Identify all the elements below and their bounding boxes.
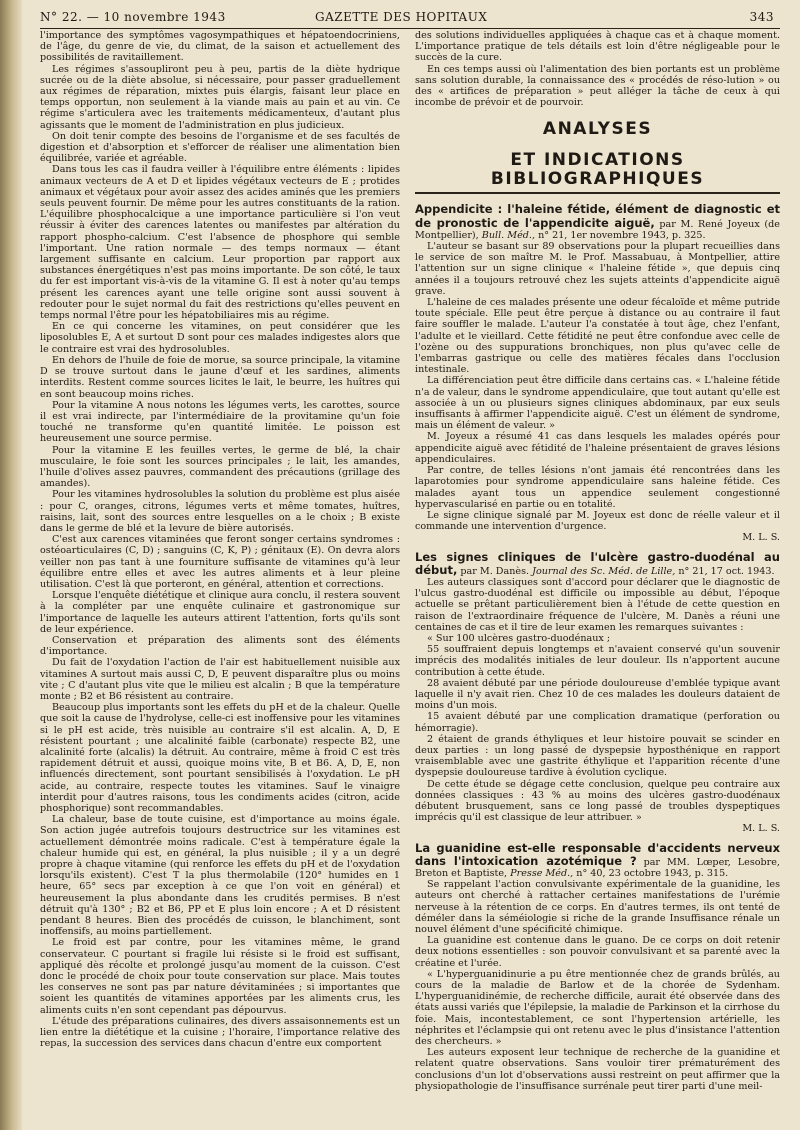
abstract-heading xyxy=(415,842,780,880)
abstract-citation: n° 21, 17 oct. 1943. xyxy=(678,565,775,577)
journal-page xyxy=(40,0,788,1130)
abstract-authors: par M. René Joyeux (de Montpellier), xyxy=(415,218,780,241)
abstract-authors: par MM. Lœper, Lesobre, Breton et Baptiste, xyxy=(415,856,780,879)
section-title-analyses: ANALYSES xyxy=(542,119,653,140)
abstract-authors: par M. Danès. xyxy=(460,565,530,577)
abstract-paragraph: Par contre, de telles lésions n'ont jamais été rencontrées dans les laparotomies pour syndrome appendiculaire sans haleine fétide. Ces malades ayant tous un appendice seulement congestionné hypervascularisé en partie ou en totalité. xyxy=(415,465,780,510)
abstract-paragraph: « Sur 100 ulcères gastro-duodénaux ; xyxy=(427,632,611,644)
body-paragraph: La chaleur, base de toute cuisine, est d'importance au moins égale. Son action jugée autrefois toujours destructrice sur les vitamines est actuellement démontrée moins radicale. C'est à température égale la chaleur humide qui est, en général, la plus nuisible ; il y a un degré propre à chaque vitamine (qui renforce les effets du pH et de l'oxydation lorsqu'ils existent). C'est T la plus thermolabile (120° humides en 1 heure, 65° secs par exception à ce que l'on voit en général) et heureusement la plus abondante dans les crudités permises. B n'est détruit qu'à 130° ; B2 et B6, PP et E plus loin encore ; A et D résistent pendant 8 heures. Bien des procédés de cuisson, le blanchiment, sont inoffensifs, au moins partiellement. xyxy=(40,814,400,938)
abstract-paragraph: La guanidine est contenue dans le guano. De ce corps on doit retenir deux notions essentielles : son pouvoir convulsivant et sa parenté avec la créatine et l'urée. xyxy=(415,935,780,969)
reviewer-signature: M. L. S. xyxy=(742,532,780,544)
body-paragraph: Pour la vitamine E les feuilles vertes, le germe de blé, la chair musculaire, le foie sont les sources principales ; le lait, les amandes, l'huile d'olives assez pauvres, commandent des précautions (grillage des amandes). xyxy=(40,444,400,490)
abstract-paragraph: 2 étaient de grands éthyliques et leur histoire pouvait se scinder en deux parties : un long passé de dyspepsie hyposthénique en rapport vraisemblable avec une gastrite éthylique et l'apparition récente d'une dyspepsie douloureuse tardive à évolution cyclique. xyxy=(415,733,780,779)
journal-title: GAZETTE DES HOPITAUX xyxy=(315,10,488,24)
abstract-paragraph: La différenciation peut être difficile dans certains cas. « L'haleine fétide n'a de valeur, dans le syndrome appendiculaire, que tout autant qu'elle est associée à un ou plusieurs signes cliniques abdominaux, par eux seuls insuffisants à affirmer l'appendicite aiguë. C'est un élément de syndrome, mais un élément de valeur. » xyxy=(415,375,780,432)
body-paragraph: L'étude des préparations culinaires, des divers assaisonnements est un lien entre la diététique et la cuisine ; l'horaire, l'importance relative des repas, la succession des services dans chacun d'entre eux comportent xyxy=(40,1015,400,1050)
body-paragraph: Les régimes s'assoupliront peu à peu, partis de la diète hydrique sucrée ou de la diète absolue, si nécessaire, pour passer graduellement aux régimes de réparation, mixtes puis élargis, faisant leur place en temps opportun, non seulement à la viande mais au pain et au vin. Ce régime s'articulera avec les traitements médicamenteux, d'autant plus agissants que le moment de l'administration en plus judicieux. xyxy=(40,63,400,131)
body-paragraph: En ces temps aussi où l'alimentation des bien portants est un problème sans solution durable, la connaissance des « procédés de réso-lution » ou des « artifices de préparation » peut alléger la tâche de ceux à qui incombe de prévoir et de pourvoir. xyxy=(415,63,780,109)
section-title-bibliography: ET INDICATIONS BIBLIOGRAPHIQUES xyxy=(490,150,705,190)
page-number: 343 xyxy=(749,10,774,24)
body-paragraph: Lorsque l'enquête diététique et clinique aura conclu, il restera souvent à la compléter par une enquête culinaire et gastronomique sur l'importance de laquelle les auteurs attirent l'attention, forts qu'ils sont de leur expérience. xyxy=(40,590,400,635)
abstract-paragraph: Les auteurs classiques sont d'accord pour déclarer que le diagnostic de l'ulcus gastro-duodénal est difficile ou impossible au début, l'époque actuelle se prêtant particulièrement bien à l'étude de cette question en raison de l'extraordinaire fréquence de l'ulcère, M. Danès a réuni une centaines de cas et il tire de leur examen les remarques suivantes : xyxy=(415,576,780,633)
abstract-paragraph: Les auteurs exposent leur technique de recherche de la guanidine et relatent quatre observations. Sans vouloir tirer prématurément des conclusions d'un lot d'observations aussi restreint on peut affirmer que la physiopathologie de l'insuffisance surrénale peut tirer parti d'une meil- xyxy=(415,1047,780,1092)
abstract-journal: Bull. Méd., xyxy=(481,229,535,241)
section-rule xyxy=(415,192,780,194)
body-paragraph: Dans tous les cas il faudra veiller à l'équilibre entre éléments : lipides animaux vecteurs de A et D et lipides végétaux vecteurs de E ; protides animaux et végétaux pour avoir assez des acides aminés que les premiers seuls peuvent fournir. De même pour les autres constituants de la ration. L'équilibre phosphocalcique a une importance particulière si l'on veut réussir à éviter des carences latentes ou manifestes par altération du rapport phospho-calcium. C'est l'absence de phosphore qui semble l'important. Une ration normale — des temps normaux — étant largement suffisante en calcium. Leur proportion par rapport aux substances énergétiques n'est pas moins importante. De son côté, le taux du fer est important vis-à-vis de la vitamine G. Il est à noter qu'au temps présent les carences ayant une telle origine sont aussi souvent à redouter pour le sujet normal du fait des restrictions qu'elles peuvent en temps normal l'être pour les hépatobiliaires mis au régime. xyxy=(40,164,400,322)
abstract-paragraph: L'haleine de ces malades présente une odeur fécaloïde et même putride toute spéciale. Elle peut être perçue à distance ou au contraire il faut faire souffler le malade. L'auteur l'a constatée à tout âge, chez l'enfant, l'adulte et le vieillard. Cette fétidité ne peut être confondue avec celle de l'ozène ou des suppurations bronchiques, non plus qu'avec celle de l'embarras gastrique ou celle des matières fécales dans l'occlusion intestinale. xyxy=(415,297,780,376)
body-paragraph: Le froid est par contre, pour les vitamines même, le grand conservateur. C pourtant si fragile lui résiste si le froid est suffisant, appliqué dès récolte et prolongé jusqu'au moment de la cuisson. C'est donc le procédé de choix pour toute conservation sur place. Mais toutes les conserves ne sont pas par nature dévitaminées ; si importantes que soient les quantités de vitamines apportées par les aliments crus, les aliments cuits n'en sont cependant pas dépourvus. xyxy=(40,937,400,1016)
body-paragraph: On doit tenir compte des besoins de l'organisme et de ses facultés de digestion et d'absorption et s'efforcer de réaliser une alimentation bien équilibrée, variée et agréable. xyxy=(40,130,400,165)
abstract-paragraph: L'auteur se basant sur 89 observations pour la plupart recueillies dans le service de son maître M. le Prof. Massabuau, à Montpellier, attire l'attention sur un signe clinique « l'haleine fétide », que depuis cinq années il a toujours retrouvé chez les sujets atteints d'appendicite aiguë grave. xyxy=(415,241,780,297)
abstract-citation: n° 40, 23 octobre 1943, p. 315. xyxy=(576,868,729,879)
abstract-paragraph: De cette étude se dégage cette conclusion, quelque peu contraire aux données classiques : 43 % au moins des ulcères gastro-duodénaux débutent brusquement, sans ce long passé de troubles dyspeptiques imprécis qu'il est classique de leur attribuer. » xyxy=(415,778,780,824)
body-paragraph: Pour les vitamines hydrosolubles la solution du problème est plus aisée : pour C, oranges, citrons, légumes verts et même tomates, huîtres, raisins, lait, sont des sources entre lesquelles on a le choix ; B existe dans le germe de blé et la levure de bière autorisés. xyxy=(40,489,400,534)
reviewer-signature: M. L. S. xyxy=(742,823,780,835)
article-list xyxy=(415,203,780,1092)
body-paragraph: En ce qui concerne les vitamines, on peut considérer que les liposolubles E, A et surtout D sont pour ces malades indigestes alors que le contraire est vrai des hydrosolubles. xyxy=(40,321,400,355)
abstract-journal: Presse Méd., xyxy=(510,868,574,879)
right-intro xyxy=(415,30,780,108)
body-paragraph: l'importance des symptômes vagosympathiques et hépatoendocriniens, de l'âge, du genre de vie, du climat, de la saison et actuellement des possibilités de ravitaillement. xyxy=(40,30,400,64)
abstract-heading xyxy=(415,551,780,577)
left-column xyxy=(40,30,400,1125)
body-paragraph: Du fait de l'oxydation l'action de l'air est habituellement nuisible aux vitamines A surtout mais aussi C, D, E peuvent disparaître plus ou moins vite ; C d'autant plus vite que le milieu est alcalin ; B que la température monte ; B2 et B6 résistent au contraire. xyxy=(40,657,400,702)
abstract-title: La guanidine est-elle responsable d'accidents nerveux dans l'intoxication azotémique ? xyxy=(415,840,780,868)
abstract-paragraph: Le signe clinique signalé par M. Joyeux est donc de réelle valeur et il commande une intervention d'urgence. xyxy=(415,509,780,533)
body-paragraph: Pour la vitamine A nous notons les légumes verts, les carottes, source il est vrai indirecte, par l'intermédiaire de la provitamine qu'un foie touché ne transforme qu'en quantité limitée. Le poisson est heureusement une source permise. xyxy=(40,399,400,445)
body-paragraph: des solutions individuelles appliquées à chaque cas et à chaque moment. L'importance pratique de tels détails est loin d'être négligeable pour le succès de la cure. xyxy=(415,30,780,64)
body-paragraph: C'est aux carences vitaminées que feront songer certains syndromes : ostéoarticulaires (C, D) ; sanguins (C, K, P) ; génitaux (E). On devra alors veiller non pas tant à une fourniture suffisante de vitamines qu'à leur équilibre entre elles et avec les autres aliments et à leur pleine utilisation. C'est là que porteront, en général, attention et corrections. xyxy=(40,534,400,590)
abstract-citation: n° 21, 1er novembre 1943, p. 325. xyxy=(538,229,706,241)
abstract-title: Les signes cliniques de l'ulcère gastro-duodénal au début, xyxy=(415,549,780,577)
abstract-paragraph: 28 avaient débuté par une période douloureuse d'emblée typique avant laquelle il n'y avait rien. Chez 10 de ces malades les douleurs dataient de moins d'un mois. xyxy=(415,677,780,712)
abstract-entry xyxy=(415,551,780,835)
page-spine-shadow xyxy=(0,0,22,1130)
body-paragraph: Conservation et préparation des aliments sont des éléments d'importance. xyxy=(40,634,400,658)
issue-number-date: N° 22. — 10 novembre 1943 xyxy=(40,10,226,24)
running-header xyxy=(40,6,780,29)
right-column xyxy=(415,30,780,1125)
abstract-entry xyxy=(415,203,780,543)
body-paragraph: En dehors de l'huile de foie de morue, sa source principale, la vitamine D se trouve surtout dans le jaune d'œuf et les sardines, aliments interdits. Restent comme sources licites le lait, le beurre, les huîtres qui en sont beaucoup moins riches. xyxy=(40,354,400,400)
abstract-paragraph: 55 souffraient depuis longtemps et n'avaient conservé qu'un souvenir imprécis des modalités initiales de leur douleur. Ils n'apportent aucune contribution à cette étude. xyxy=(415,644,780,678)
body-paragraph: Beaucoup plus importants sont les effets du pH et de la chaleur. Quelle que soit la cause de l'hydrolyse, celle-ci est inoffensive pour les vitamines si le pH est acide, très nuisible au contraire s'il est alcalin. A, D, E résistent pourtant ; une alcalinité faible (carbonate) respecte B2, une alcalinité forte (alcalis) la détruit. Au contraire, même à froid C est très rapidement détruit et aussi, quoique moins vite, B et B6. A, D, E, non influencés directement, sont pourtant sensibilisés à l'oxydation. Le pH acide, au contraire, respecte toutes les vitamines. Sauf le vinaigre interdit pour d'autres raisons, tous les condiments acides (citron, acide phosphorique) sont recommandables. xyxy=(40,702,400,815)
abstract-title: Appendicite : l'haleine fétide, élément de diagnostic et de pronostic de l'appendicite aiguë, xyxy=(415,202,780,230)
abstract-paragraph: 15 avaient débuté par une complication dramatique (perforation ou hémorragie). xyxy=(415,711,780,734)
abstract-heading xyxy=(415,203,780,241)
abstract-journal: Journal des Sc. Méd. de Lille, xyxy=(532,565,676,577)
abstract-entry xyxy=(415,842,780,1092)
abstract-paragraph: « L'hyperguanidinurie a pu être mentionnée chez de grands brûlés, au cours de la maladie de Barlow et de la chorée de Sydenham. L'hyperguanidinémie, de recherche difficile, aurait été observée dans des états aussi variés que l'épilepsie, la maladie de Parkinson et la cirrhose du foie. Mais, incontestablement, ce sont l'hypertension artérielle, les néphrites et l'éclampsie qui ont retenu avec le plus d'insistance l'attention des chercheurs. » xyxy=(415,968,780,1048)
abstract-paragraph: Se rappelant l'action convulsivante expérimentale de la guanidine, les auteurs ont cherché à rattacher certaines manifestations de l'urémie nerveuse à la rétention de ce corps. En d'autres termes, ils ont tenté de déméler dans la séméiologie si riche de la grande Insuffisance rénale un nouvel élément d'une spécificité chimique. xyxy=(415,879,780,936)
abstract-paragraph: M. Joyeux a résumé 41 cas dans lesquels les malades opérés pour appendicite aiguë avec fétidité de l'haleine présentaient de graves lésions appendiculaires. xyxy=(415,431,780,465)
